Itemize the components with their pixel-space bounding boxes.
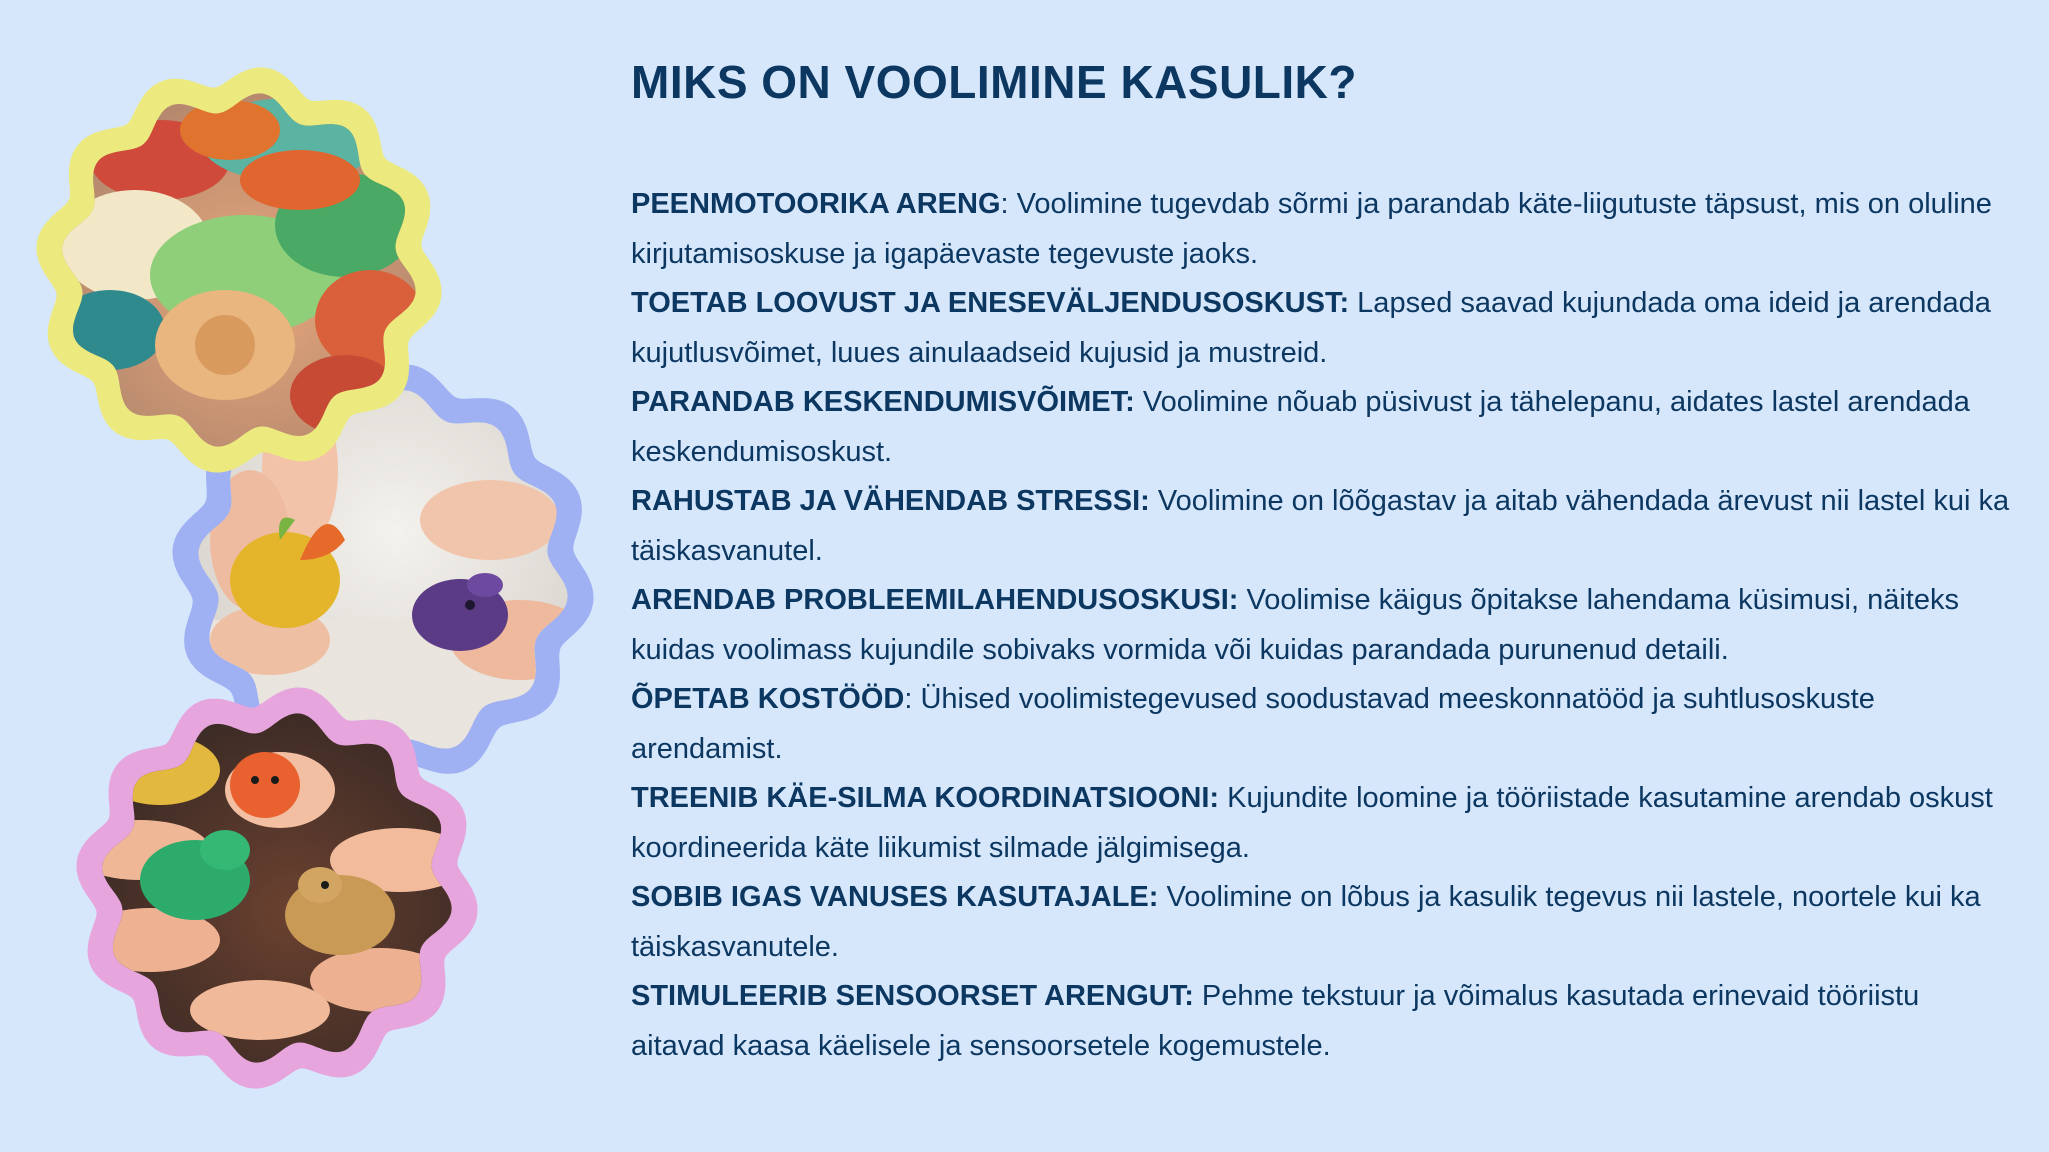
- benefit-heading: STIMULEERIB SENSOORSET ARENGUT:: [631, 980, 1194, 1012]
- benefit-heading: TOETAB LOOVUST JA ENESEVÄLJENDUSOSKUST:: [631, 287, 1350, 319]
- benefit-heading: RAHUSTAB JA VÄHENDAB STRESSI:: [631, 485, 1150, 517]
- benefit-item: [631, 279, 2011, 378]
- benefit-item: [631, 477, 2011, 576]
- benefit-item: [631, 873, 2011, 972]
- benefit-heading: SOBIB IGAS VANUSES KASUTAJALE:: [631, 881, 1159, 913]
- benefit-description: Voolimise käigus õpitakse lahendama küsimusi, näiteks kuidas voolimass kujundile sobivaks vormida või kuidas parandada purunenud detaili.: [631, 584, 1959, 666]
- benefit-description: Voolimine on lõbus ja kasulik tegevus nii lastele, noortele kui ka täiskasvanutele.: [631, 881, 1981, 963]
- benefit-item: [631, 774, 2011, 873]
- benefit-description: Voolimine nõuab püsivust ja tähelepanu, aidates lastel arendada keskendumisoskust.: [631, 386, 1970, 468]
- benefit-heading: ARENDAB PROBLEEMILAHENDUSOSKUSI:: [631, 584, 1239, 616]
- benefit-description: Pehme tekstuur ja võimalus kasutada erinevaid tööriistu aitavad kaasa käelisele ja sensoorsetele kogemustele.: [631, 980, 1920, 1062]
- benefit-description: : Voolimine tugevdab sõrmi ja parandab käte-liigutuste täpsust, mis on oluline kirjutamisoskuse ja igapäevaste tegevuste jaoks.: [631, 188, 1992, 270]
- benefits-list: [631, 180, 2011, 1071]
- benefits-text-column: [631, 52, 2011, 1071]
- benefit-item: [631, 972, 2011, 1071]
- benefit-description: Lapsed saavad kujundada oma ideid ja arendada kujutlusvõimet, luues ainulaadseid kujusid ja mustreid.: [631, 287, 1991, 369]
- photo-collage: [0, 0, 620, 1152]
- benefit-heading: PEENMOTOORIKA ARENG: [631, 188, 1001, 220]
- benefit-heading: PARANDAB KESKENDUMISVÕIMET:: [631, 386, 1135, 418]
- benefit-description: : Ühised voolimistegevused soodustavad meeskonnatööd ja suhtlusoskuste arendamist.: [631, 683, 1875, 765]
- benefit-item: [631, 378, 2011, 477]
- benefit-heading: TREENIB KÄE-SILMA KOORDINATSIOONI:: [631, 782, 1220, 814]
- page-title: MIKS ON VOOLIMINE KASULIK?: [631, 56, 1357, 108]
- benefit-description: Voolimine on lõõgastav ja aitab vähendada ärevust nii lastel kui ka täiskasvanutel.: [631, 485, 2010, 567]
- benefit-item: [631, 675, 2011, 774]
- benefit-item: [631, 576, 2011, 675]
- benefit-description: Kujundite loomine ja tööriistade kasutamine arendab oskust koordineerida käte liikumist silmade jälgimisega.: [631, 782, 1993, 864]
- benefit-item: [631, 180, 2011, 279]
- benefit-heading: ÕPETAB KOSTÖÖD: [631, 683, 905, 715]
